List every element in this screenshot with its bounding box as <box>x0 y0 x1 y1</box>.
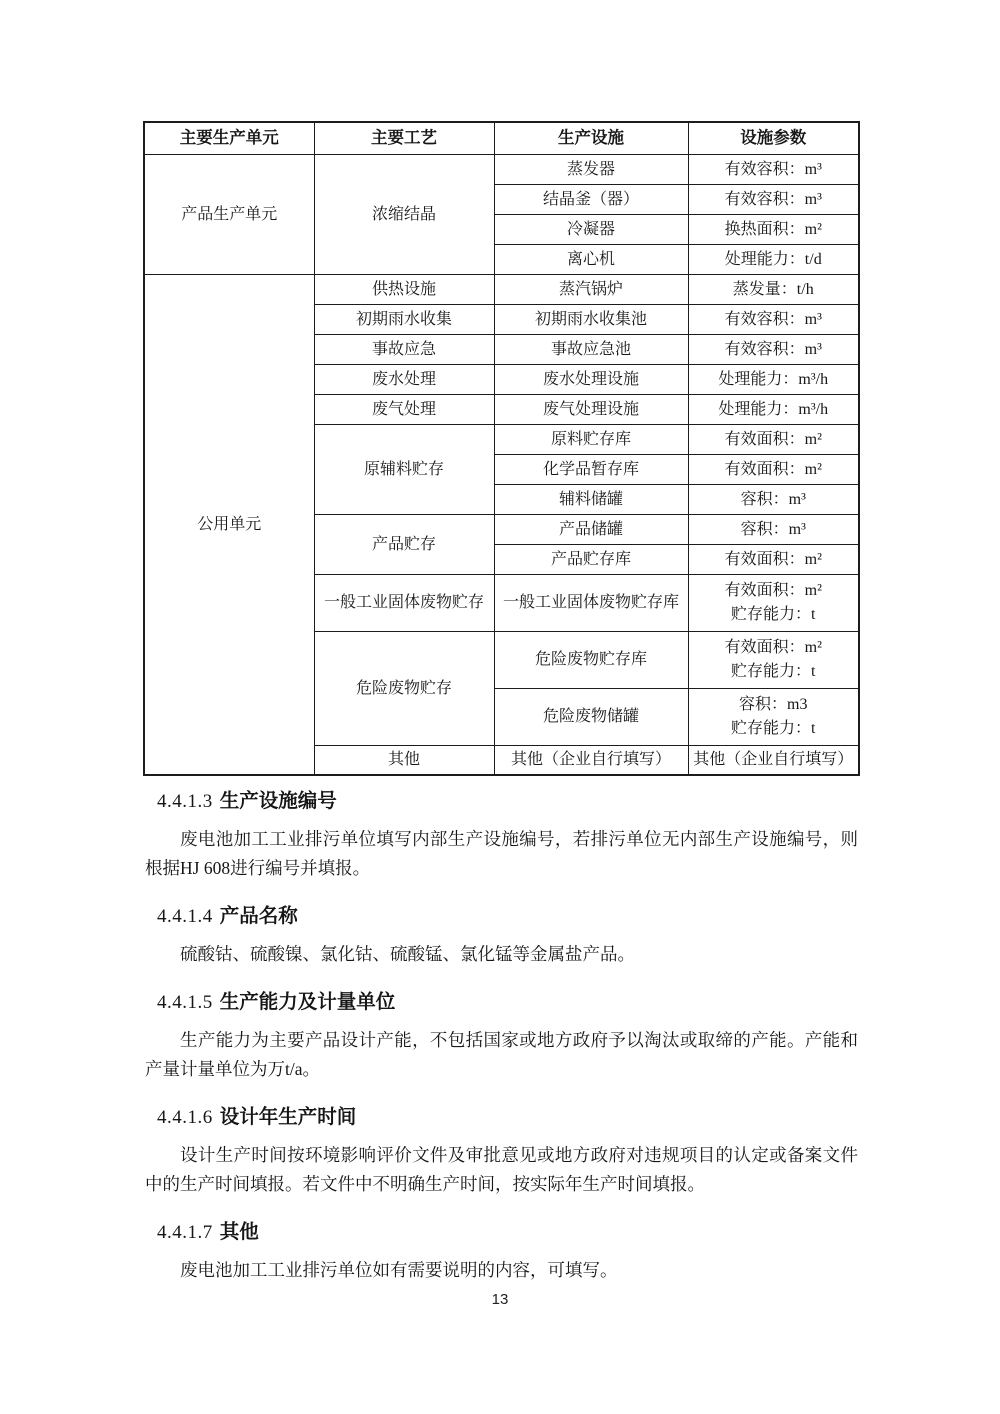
section-4-4-1-3 <box>145 788 858 883</box>
param-cell: 处理能力：m³/h <box>688 395 859 425</box>
section-4-4-1-6 <box>145 1104 858 1199</box>
section-paragraph: 设计生产时间按环境影响评价文件及审批意见或地方政府对违规项目的认定或备案文件中的生产时间填报。若文件中不明确生产时间，按实际年生产时间填报。 <box>145 1145 858 1194</box>
section-4-4-1-4 <box>145 903 858 969</box>
param-cell: 蒸发量：t/h <box>688 275 859 305</box>
heading-title: 其他 <box>219 1221 259 1243</box>
process-cell: 产品贮存 <box>314 515 494 575</box>
text-sections <box>145 718 858 1285</box>
section-heading <box>157 989 858 1015</box>
process-cell: 原辅料贮存 <box>314 425 494 515</box>
param-cell: 处理能力：m³/h <box>688 365 859 395</box>
facility-cell: 结晶釜（器） <box>494 185 688 215</box>
param-cell: 换热面积：m² <box>688 215 859 245</box>
facility-cell: 化学品暂存库 <box>494 455 688 485</box>
facility-cell: 辅料储罐 <box>494 485 688 515</box>
table-row <box>144 155 859 185</box>
section-paragraph: 硫酸钴、硫酸镍、氯化钴、硫酸锰、氯化锰等金属盐产品。 <box>180 944 635 964</box>
facility-cell: 离心机 <box>494 245 688 275</box>
process-cell: 其他 <box>314 746 494 776</box>
param-cell: 其他（企业自行填写） <box>688 746 859 776</box>
unit-cell-public: 公用单元 <box>144 275 314 776</box>
section-4-4-1-7 <box>145 1219 858 1285</box>
process-cell: 浓缩结晶 <box>314 155 494 275</box>
process-cell: 废气处理 <box>314 395 494 425</box>
facility-cell: 产品储罐 <box>494 515 688 545</box>
facility-cell: 一般工业固体废物贮存库 <box>494 575 688 632</box>
param-line: 贮存能力：t <box>731 606 816 623</box>
param-line: 贮存能力：t <box>731 720 816 737</box>
facility-cell: 危险废物贮存库 <box>494 632 688 689</box>
section-heading <box>157 1219 858 1245</box>
section-paragraph: 废电池加工工业排污单位填写内部生产设施编号，若排污单位无内部生产设施编号，则根据HJ 608进行编号并填报。 <box>145 829 858 878</box>
process-cell: 废水处理 <box>314 365 494 395</box>
process-cell: 事故应急 <box>314 335 494 365</box>
param-cell: 有效面积：m² <box>688 455 859 485</box>
process-cell: 初期雨水收集 <box>314 305 494 335</box>
col-header-param: 设施参数 <box>688 122 859 155</box>
section-4-4-1-5 <box>145 989 858 1084</box>
section-paragraph: 废电池加工工业排污单位如有需要说明的内容，可填写。 <box>180 1260 618 1280</box>
facility-cell: 初期雨水收集池 <box>494 305 688 335</box>
unit-cell-production: 产品生产单元 <box>144 155 314 275</box>
process-cell: 危险废物贮存 <box>314 632 494 746</box>
facility-cell: 冷凝器 <box>494 215 688 245</box>
process-cell: 供热设施 <box>314 275 494 305</box>
heading-number: 4.4.1.7 <box>157 1222 213 1243</box>
col-header-unit: 主要生产单元 <box>144 122 314 155</box>
section-paragraph: 生产能力为主要产品设计产能，不包括国家或地方政府予以淘汰或取缔的产能。产能和产量计量单位为万t/a。 <box>145 1030 858 1079</box>
param-cell: 有效容积：m³ <box>688 185 859 215</box>
page-number: 13 <box>491 1291 509 1308</box>
param-cell: 容积：m³ <box>688 515 859 545</box>
col-header-facility: 生产设施 <box>494 122 688 155</box>
param-line: 容积：m3 <box>739 696 808 713</box>
facility-cell: 废水处理设施 <box>494 365 688 395</box>
facility-cell: 产品贮存库 <box>494 545 688 575</box>
heading-title: 产品名称 <box>219 905 298 927</box>
section-heading <box>157 788 858 814</box>
param-cell <box>688 575 859 632</box>
facility-cell: 蒸汽锅炉 <box>494 275 688 305</box>
facility-cell: 其他（企业自行填写） <box>494 746 688 776</box>
param-cell: 处理能力：t/d <box>688 245 859 275</box>
heading-number: 4.4.1.4 <box>157 906 213 927</box>
col-header-process: 主要工艺 <box>314 122 494 155</box>
param-line: 有效面积：m² <box>724 582 822 599</box>
param-cell: 有效容积：m³ <box>688 305 859 335</box>
heading-number: 4.4.1.3 <box>157 791 213 812</box>
facility-cell: 蒸发器 <box>494 155 688 185</box>
heading-number: 4.4.1.6 <box>157 1107 213 1128</box>
table-row <box>144 275 859 305</box>
heading-number: 4.4.1.5 <box>157 992 213 1013</box>
param-cell: 容积：m³ <box>688 485 859 515</box>
production-facility-table <box>143 121 860 776</box>
section-heading <box>157 903 858 929</box>
facility-cell: 危险废物储罐 <box>494 689 688 746</box>
heading-title: 生产设施编号 <box>219 790 337 812</box>
param-cell <box>688 632 859 689</box>
facility-cell: 事故应急池 <box>494 335 688 365</box>
facility-cell: 废气处理设施 <box>494 395 688 425</box>
param-cell: 有效面积：m² <box>688 425 859 455</box>
heading-title: 设计年生产时间 <box>219 1106 357 1128</box>
process-cell: 一般工业固体废物贮存 <box>314 575 494 632</box>
param-cell: 有效容积：m³ <box>688 335 859 365</box>
heading-title: 生产能力及计量单位 <box>219 991 396 1013</box>
param-line: 贮存能力：t <box>731 663 816 680</box>
param-line: 有效面积：m² <box>724 639 822 656</box>
param-cell: 有效容积：m³ <box>688 155 859 185</box>
facility-cell: 原料贮存库 <box>494 425 688 455</box>
param-cell: 有效面积：m² <box>688 545 859 575</box>
section-heading <box>157 1104 858 1130</box>
